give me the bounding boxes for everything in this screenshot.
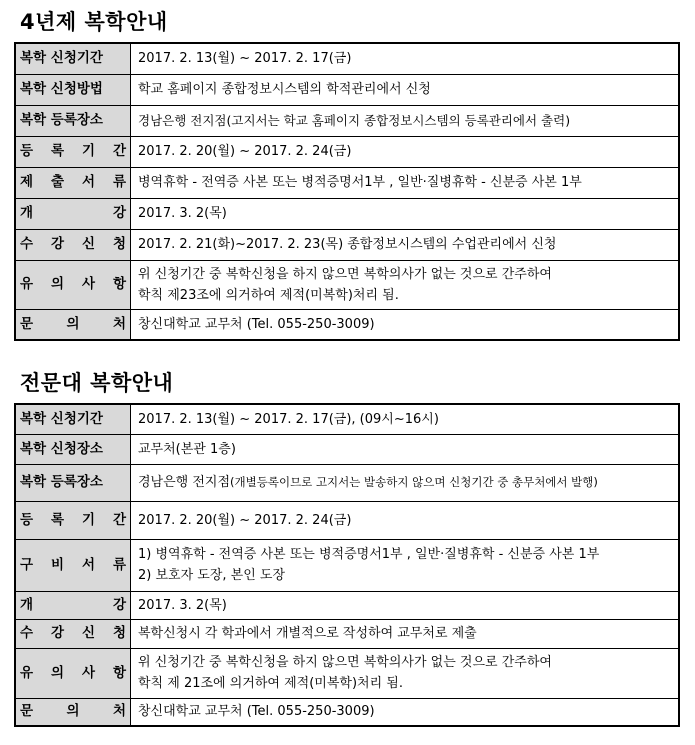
table-row [15,309,679,340]
row-label: 수 강 신 청 [15,619,131,648]
section-title-4year: 4년제 복학안내 [20,10,168,34]
table-row [15,619,679,648]
row-label: 등 록 기 간 [15,136,131,167]
info-table-college [14,403,680,727]
row-value: 2017. 2. 20(월) ~ 2017. 2. 24(금) [131,501,680,539]
document-line-1: 1) 병역휴학 - 전역증 사본 또는 병적증명서1부 , 일반·질병휴학 - 신분증 사본 1부 [138,547,600,562]
table-row [15,260,679,309]
notice-line-2: 학칙 제23조에 의거하여 제적(미복학)처리 됨. [138,287,399,303]
row-label: 복학 신청장소 [15,434,131,464]
table-row [15,105,679,136]
row-label: 복학 신청기간 [15,404,131,434]
row-value: 교무처(본관 1층) [131,434,680,464]
row-value [131,464,680,501]
row-value-multiline [131,648,680,698]
row-value: 창신대학교 교무처 (Tel. 055-250-3009) [131,698,680,726]
row-value: 2017. 2. 13(월) ~ 2017. 2. 17(금) [131,43,680,74]
table-row [15,501,679,539]
table-row [15,434,679,464]
row-value: 복학신청시 각 학과에서 개별적으로 작성하여 교무처로 제출 [131,619,680,648]
row-value: 학교 홈페이지 종합정보시스템의 학적관리에서 신청 [131,74,680,105]
row-value: 2017. 3. 2(목) [131,198,680,229]
row-label: 유 의 사 항 [15,648,131,698]
row-value-multiline [131,539,680,591]
table-row [15,698,679,726]
row-label: 수 강 신 청 [15,229,131,260]
table-row [15,404,679,434]
row-label: 개 강 [15,591,131,619]
row-label: 복학 등록장소 [15,105,131,136]
notice-line-1: 위 신청기간 중 복학신청을 하지 않으면 복학의사가 없는 것으로 간주하여 [138,655,552,670]
row-label: 개 강 [15,198,131,229]
row-label: 문 의 처 [15,309,131,340]
row-label: 제 출 서 류 [15,167,131,198]
row-label: 등 록 기 간 [15,501,131,539]
table-row [15,198,679,229]
row-value: 병역휴학 - 전역증 사본 또는 병적증명서1부 , 일반·질병휴학 - 신분증 사본 1부 [131,167,680,198]
row-label: 문 의 처 [15,698,131,726]
row-label: 복학 등록장소 [15,464,131,501]
table-row [15,464,679,501]
row-value: 2017. 2. 20(월) ~ 2017. 2. 24(금) [131,136,680,167]
table-row [15,167,679,198]
notice-line-1: 위 신청기간 중 복학신청을 하지 않으면 복학의사가 없는 것으로 간주하여 [138,266,552,282]
row-value-multiline [131,260,680,309]
row-label: 구 비 서 류 [15,539,131,591]
table-row [15,648,679,698]
notice-line-2: 학칙 제 21조에 의거하여 제적(미복학)처리 됨. [138,676,403,691]
value-note: (개별등록이므로 고지서는 발송하지 않으며 신청기간 중 총무처에서 발행) [230,475,598,489]
table-row [15,43,679,74]
row-value: 2017. 3. 2(목) [131,591,680,619]
info-table-4year [14,42,680,341]
table-row [15,229,679,260]
table-row [15,591,679,619]
table-row [15,136,679,167]
value-main: 경남은행 전지점 [138,475,231,490]
section-title-college: 전문대 복학안내 [20,371,174,395]
row-label: 복학 신청기간 [15,43,131,74]
row-value: 경남은행 전지점(고지서는 학교 홈페이지 종합정보시스템의 등록관리에서 출력) [131,105,680,136]
table-row [15,74,679,105]
table-row [15,539,679,591]
row-label: 유 의 사 항 [15,260,131,309]
row-value: 2017. 2. 13(월) ~ 2017. 2. 17(금), (09시~16시) [131,404,680,434]
row-value: 2017. 2. 21(화)~2017. 2. 23(목) 종합정보시스템의 수업관리에서 신청 [131,229,680,260]
document-line-2: 2) 보호자 도장, 본인 도장 [138,568,286,583]
row-value: 창신대학교 교무처 (Tel. 055-250-3009) [131,309,680,340]
row-label: 복학 신청방법 [15,74,131,105]
